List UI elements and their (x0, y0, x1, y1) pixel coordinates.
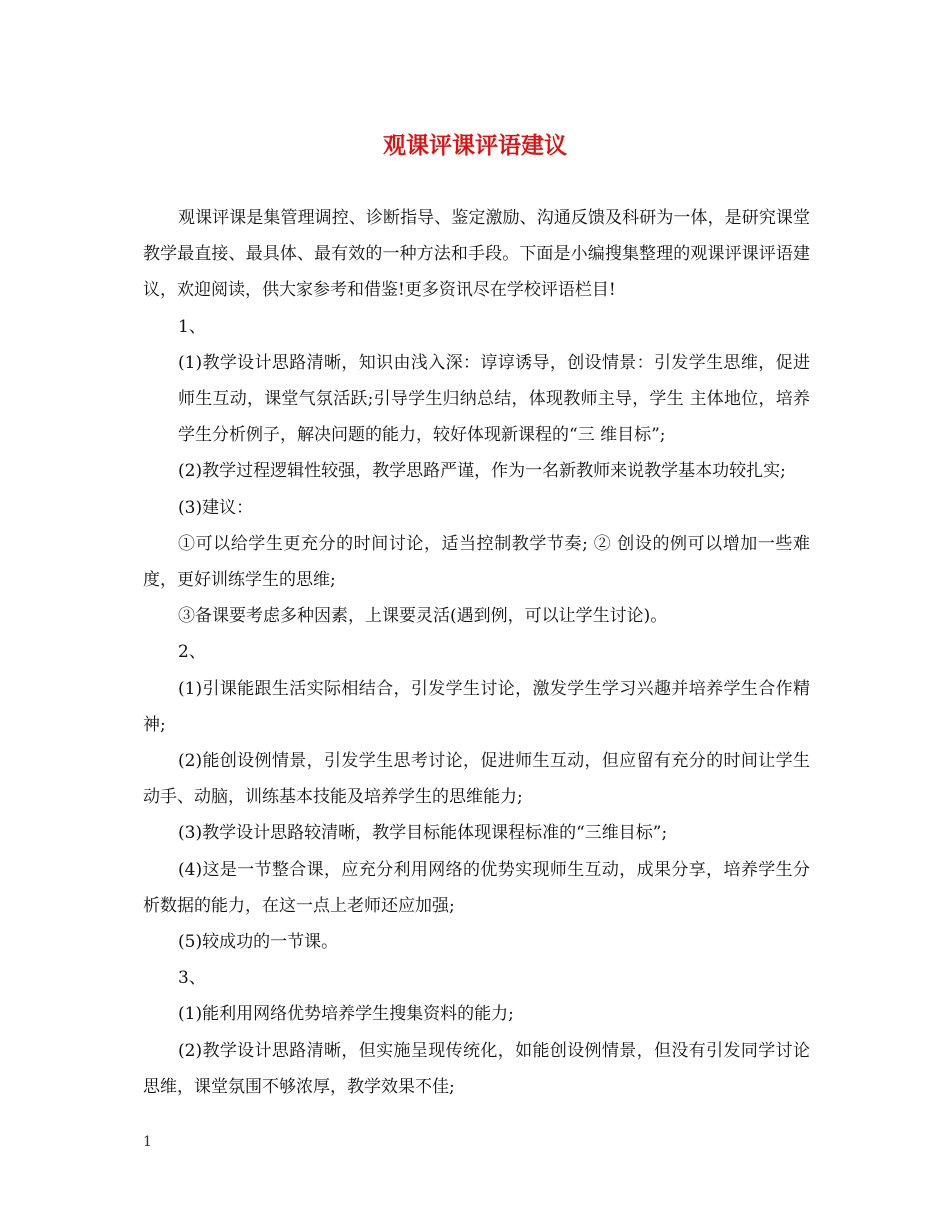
document-body (143, 200, 810, 1105)
intro-paragraph: 观课评课是集管理调控、诊断指导、鉴定激励、沟通反馈及科研为一体，是研究课堂教学最直接、最具体、最有效的一种方法和手段。下面是小编搜集整理的观课评课评语建议，欢迎阅读，供大家参考和借鉴!更多资讯尽在学校评语栏目! (143, 208, 810, 301)
section-heading-1: 1、 (178, 316, 206, 337)
paragraph-3-1: (1)能利用网络优势培养学生搜集资料的能力; (178, 1004, 514, 1025)
paragraph-2-1: (1)引课能跟生活实际相结合，引发学生讨论，激发学生学习兴趣并培养学生合作精神; (143, 678, 810, 735)
document-title: 观课评课评语建议 (383, 132, 567, 159)
paragraph-1-3: (3)建议： (178, 497, 254, 518)
suggestion-3: ③备课要考虑多种因素，上课要灵活(遇到例，可以让学生讨论)。 (178, 606, 668, 627)
section-heading-2: 2、 (178, 642, 206, 663)
paragraph-3-2: (2)教学设计思路清晰，但实施呈现传统化，如能创设例情景，但没有引发同学讨论思维，课堂氛围不够浓厚，教学效果不佳; (143, 1040, 810, 1097)
paragraph-2-4: (4)这是一节整合课，应充分利用网络的优势实现师生互动，成果分享，培养学生分析数据的能力，在这一点上老师还应加强; (143, 859, 810, 916)
paragraph-2-3: (3)教学设计思路较清晰，教学目标能体现课程标准的“三维目标”; (178, 823, 668, 844)
suggestion-1-2: ①可以给学生更充分的时间讨论，适当控制教学节奏; ② 创设的例可以增加一些难度，更好训练学生的思维; (143, 533, 810, 591)
page-number: 1 (143, 1134, 152, 1150)
paragraph-2-5: (5)较成功的一节课。 (178, 932, 339, 953)
paragraph-1-2: (2)教学过程逻辑性较强，教学思路严谨，作为一名新教师来说教学基本功较扎实; (178, 461, 786, 482)
section-heading-3: 3、 (178, 968, 206, 989)
paragraph-2-2: (2)能创设例情景，引发学生思考讨论，促进师生互动，但应留有充分的时间让学生动手、动脑，训练基本技能及培养学生的思维能力; (143, 751, 810, 808)
paragraph-1-1: (1)教学设计思路清晰，知识由浅入深：谆谆诱导，创设情景：引发学生思维，促进师生互动，课堂气氛活跃;引导学生归纳总结，体现教师主导，学生 主体地位，培养学生分析例子，解决问题的能力，较好体现新课程的“三 维目标”; (178, 352, 810, 446)
